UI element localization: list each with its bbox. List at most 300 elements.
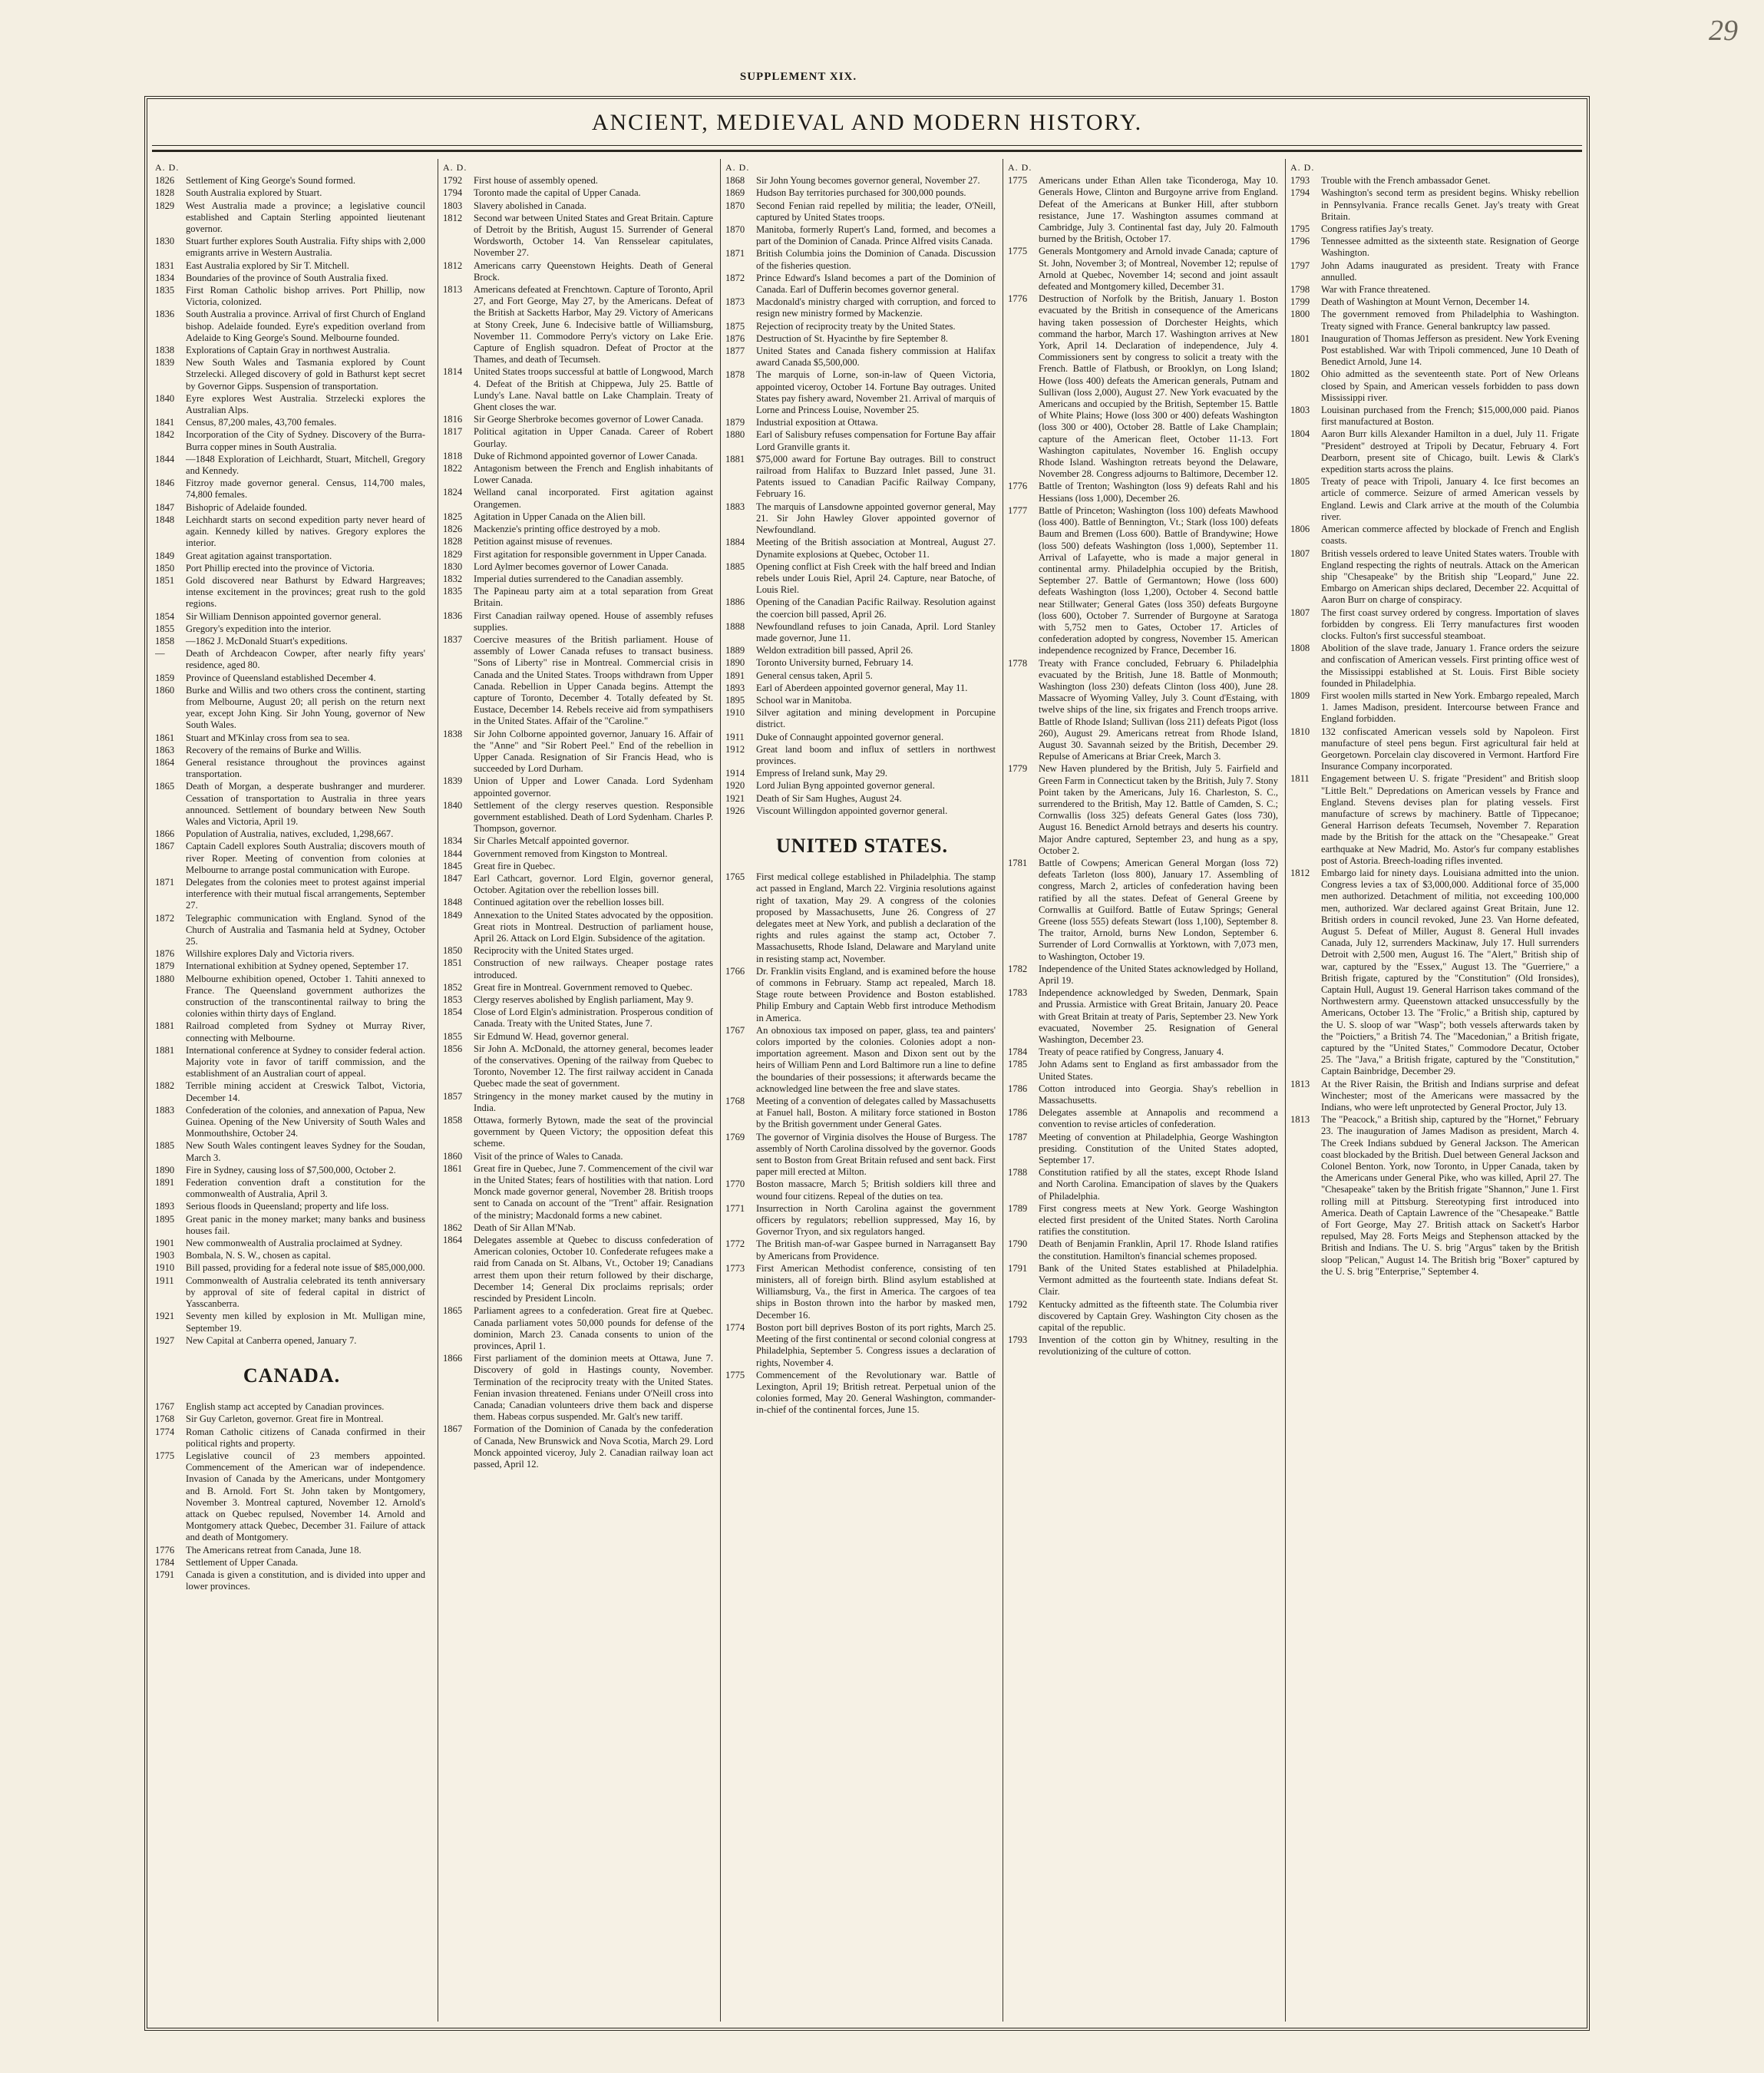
entry-text: Earl of Aberdeen appointed governor general, May 11. (756, 682, 968, 693)
entry-year: 1800 (1290, 309, 1310, 320)
entry-text: First woolen mills started in New York. Embargo repealed, March 1. James Madison, president. Intercourse between France and England forbidden. (1321, 689, 1579, 725)
history-entry (155, 175, 428, 187)
entry-year: 1867 (443, 1423, 463, 1435)
entry-text: Abolition of the slave trade, January 1. France orders the seizure and confiscation of American vessels. First printing office west of the Mississippi established at St. Louis. First Bible society founded in Philadelphia. (1321, 643, 1579, 689)
history-entry (443, 1353, 716, 1423)
entry-text: Death of Sir Sam Hughes, August 24. (756, 792, 902, 804)
history-entry (443, 487, 716, 510)
entry-year: 1891 (725, 670, 745, 681)
entry-text: Toronto University burned, February 14. (756, 657, 913, 669)
entry-year: 1791 (1008, 1262, 1028, 1274)
entry-year: 1885 (725, 560, 745, 572)
history-entry (725, 1203, 999, 1238)
history-entry (155, 285, 428, 308)
history-entry (155, 745, 428, 756)
entry-year: 1855 (443, 1030, 463, 1042)
entry-year: 1792 (1008, 1298, 1028, 1310)
entry-text: The British man-of-war Gaspee burned in Narragansett Bay by Americans from Providence. (756, 1238, 996, 1261)
entry-year: 1912 (725, 743, 745, 755)
entry-text: The government removed from Philadelphia to Washington. Treaty signed with France. General bankruptcy law passed. (1321, 309, 1579, 332)
entry-text: The marquis of Lansdowne appointed governor general, May 21. Sir John Hawley Glover appointed governor of Newfoundland. (756, 501, 996, 536)
history-entry (1290, 607, 1582, 643)
entry-year: 1838 (155, 345, 175, 356)
entry-text: Agitation in Upper Canada on the Alien bill. (474, 511, 646, 522)
entry-text: First Canadian railway opened. House of assembly refuses supplies. (474, 610, 713, 633)
entry-year: 1784 (155, 1556, 175, 1568)
entry-text: Fitzroy made governor general. Census, 114,700 males, 74,800 females. (186, 478, 425, 501)
history-entry (443, 848, 716, 860)
entry-text: Federation convention draft a constitution for the commonwealth of Australia, April 3. (186, 1177, 425, 1200)
entry-year: 1911 (725, 731, 745, 742)
entry-text: Captain Cadell explores South Australia; discovers mouth of river Roper. Meeting of convention from colonies at Melbourne to arrange postal communication with Europe. (186, 841, 425, 875)
entry-text: Eyre explores West Australia. Strzelecki explores the Australian Alps. (186, 392, 425, 416)
history-entry (1008, 246, 1281, 293)
entry-year: 1812 (1290, 867, 1310, 878)
history-entry (1290, 1114, 1582, 1278)
history-entry (1290, 284, 1582, 296)
entry-text: Battle of Princeton; Washington (loss 100) defeats Mawhood (loss 400). Battle of Bennington, Vt.; Stark (loss 100) defeats Baum and Bremen (Loss 600). Battle of Brandywine; Howe (loss 500) defeats Washington (loss 1,000), September 11. Arrival of Lafayette, who is made a major general in continental army. Philadelphia occupied by the British, September 27. Battle of Germantown; Howe (loss 600) defeats Washington (loss 1,200), October 4. Second battle near Stillwater; General Gates (loss 350) defeats Burgoyne (loss 600), October 7. Surrender of Burgoyne at Saratoga with 5,752 men to Gates, October 17. Articles of confederation adopted by congress, November 15. American independence recognized by France, December 16. (1039, 504, 1278, 656)
entry-text: South Australia a province. Arrival of first Church of England bishop. Adelaide founded. Eyre's expedition overland from Adelaide to King George's Sound. Melbourne founded. (186, 309, 425, 343)
history-entry (155, 948, 428, 960)
history-entry (1290, 643, 1582, 689)
entry-year: 1861 (155, 732, 175, 743)
entry-year: 1835 (443, 586, 463, 597)
entry-text: Sir John Colborne appointed governor, January 16. Affair of the "Anne" and "Sir Robert Peel." End of the rebellion in Upper Canada. Resignation of Sir Francis Head, who is succeeded by Lord Durham. (474, 728, 713, 775)
entry-year: 1784 (1008, 1046, 1028, 1058)
entry-year: 1786 (1008, 1107, 1028, 1119)
entry-text: Settlement of the clergy reserves question. Responsible government established. Death of Lord Sydenham. Charles P. Thompson, governor. (474, 799, 713, 835)
history-entry (155, 1045, 428, 1080)
entry-year: 1837 (443, 633, 463, 645)
entry-year: 1856 (443, 1043, 463, 1054)
entry-text: United States and Canada fishery commission at Halifax award Canada $5,500,000. (756, 346, 996, 369)
entry-year: 1805 (1290, 476, 1310, 488)
entry-text: Bill passed, providing for a federal note issue of $85,000,000. (186, 1262, 425, 1274)
history-entry (1008, 1238, 1281, 1261)
history-entry (443, 200, 716, 212)
entry-year: 1844 (443, 848, 463, 859)
history-entry (155, 781, 428, 828)
entry-text: Clergy reserves abolished by English parliament, May 9. (474, 994, 694, 1006)
entry-text: Recovery of the remains of Burke and Willis. (186, 744, 362, 755)
entry-year: 1863 (155, 744, 175, 755)
history-entry (443, 366, 716, 413)
history-entry (1008, 1203, 1281, 1238)
history-entry (155, 1311, 428, 1334)
entry-year: 1824 (443, 487, 463, 498)
history-entry (725, 793, 999, 805)
history-entry (443, 524, 716, 535)
entry-year: 1830 (443, 560, 463, 572)
entry-year: 1795 (1290, 223, 1310, 235)
history-entry (725, 966, 999, 1024)
history-entry (443, 957, 716, 980)
entry-year: 1776 (1008, 293, 1028, 305)
entry-year: 1873 (725, 296, 745, 308)
history-entry (1290, 175, 1582, 187)
entry-year: 1767 (155, 1401, 175, 1413)
history-entry (725, 621, 999, 644)
entry-year: 1910 (155, 1262, 175, 1274)
history-entry (1290, 296, 1582, 308)
entry-year: 1881 (155, 1020, 175, 1032)
entry-year: 1841 (155, 417, 175, 428)
entry-text: British Columbia joins the Dominion of Canada. Discussion of the fisheries question. (756, 248, 996, 271)
history-entry (1008, 1083, 1281, 1106)
entry-text: Sir John A. McDonald, the attorney general, becomes leader of the conservatives. Opening of the railway from Quebec to Toronto, November 12. The first railway accident in Canada Quebec made the seat of government. (474, 1043, 713, 1089)
entry-year: 1834 (155, 272, 175, 283)
column-5 (1285, 159, 1582, 2022)
entry-text: —1862 J. McDonald Stuart's expeditions. (186, 635, 348, 646)
history-entry (1008, 858, 1281, 963)
entry-year: 1851 (443, 957, 463, 969)
entry-year: 1809 (1290, 689, 1310, 701)
entry-text: Great fire in Quebec. (474, 860, 556, 871)
entry-text: Dr. Franklin visits England, and is examined before the house of commons in February. Stamp act repealed, March 18. Stage route between Providence and Boston established. Philip Embury and Captain Webb first introduce Methodism in America. (756, 965, 996, 1023)
entry-year: 1790 (1008, 1238, 1028, 1250)
entry-text: South Australia explored by Stuart. (186, 187, 322, 199)
entry-year: 1840 (443, 799, 463, 811)
entry-year: 1773 (725, 1262, 745, 1274)
entry-text: Visit of the prince of Wales to Canada. (474, 1150, 623, 1162)
entry-text: Port Phillip erected into the province of Victoria. (186, 562, 375, 574)
history-entry (155, 200, 428, 236)
history-entry (443, 1031, 716, 1043)
entry-year: 1860 (155, 684, 175, 696)
entry-year: 1885 (155, 1140, 175, 1152)
entry-text: Meeting of a convention of delegates called by Massachusetts at Fanuel hall, Boston. A military force stationed in Boston by the British government under General Gates. (756, 1096, 996, 1130)
history-entry (725, 175, 999, 187)
entry-year: 1881 (725, 453, 745, 465)
entry-year: 1801 (1290, 332, 1310, 344)
entry-year: 1852 (443, 981, 463, 993)
history-entry (155, 187, 428, 199)
title-rule (152, 150, 1582, 152)
entry-year: 1853 (443, 994, 463, 1006)
history-entry (1290, 773, 1582, 867)
entry-text: Continued agitation over the rebellion losses bill. (474, 897, 664, 908)
entry-text: Gregory's expedition into the interior. (186, 623, 332, 634)
entry-year: 1842 (155, 429, 175, 441)
entry-year: 1768 (155, 1413, 175, 1425)
entry-year: 1781 (1008, 857, 1028, 868)
entry-text: Death of Benjamin Franklin, April 17. Rhode Island ratifies the constitution. Hamilton's financial schemes proposed. (1039, 1238, 1278, 1261)
history-entry (443, 284, 716, 365)
entry-text: Sir Charles Metcalf appointed governor. (474, 835, 629, 847)
history-entry (1008, 1334, 1281, 1357)
entry-year: 1870 (725, 224, 745, 236)
history-entry (1290, 548, 1582, 607)
history-entry (443, 1163, 716, 1222)
history-entry (1290, 1079, 1582, 1114)
entry-year: 1927 (155, 1334, 175, 1346)
history-entry (725, 805, 999, 817)
entry-year: 1850 (155, 562, 175, 574)
history-entry (155, 514, 428, 550)
entry-year: 1793 (1290, 175, 1310, 187)
history-entry (1290, 726, 1582, 773)
history-entry (725, 273, 999, 296)
entry-text: Meeting of the British association at Montreal, August 27. Dynamite explosions at Quebec, October 11. (756, 537, 996, 560)
entry-year: 1836 (155, 309, 175, 320)
page-number: 29 (1709, 15, 1738, 47)
entry-text: Battle of Cowpens; American General Morgan (loss 72) defeats Tarleton (loss 800), January 17. Assembling of congress, March 2, articles of confederation having been ratified by all the states. Defeat of General Greene by Cornwallis at Guilford. Battle of Eutaw Springs; General Greene (loss 555) defeats Stewart (loss 1,100), September 8. The traitor, Arnold, burns New London, September 6. Surrender of Lord Cornwallis at Yorktown, with 7,073 men, to Washington, October 19. (1039, 857, 1278, 962)
history-entry (155, 1140, 428, 1163)
entry-text: General census taken, April 5. (756, 670, 873, 681)
entry-text: Embargo laid for ninety days. Louisiana admitted into the union. Congress levies a tax of $3,000,000. Additional force of 35,000 men authorized. Detachment of militia, not exceeding 100,000 men, authorized. War declared against Great Britain, June 12. British orders in council revoked, June 23. Van Horne defeated, August 5. Defeat of Miller, August 8. General Hull invades Canada, July 12, surrenders Mackinaw, July 17. Hull surrenders Detroit with 2,500 men, August 16. The "Alert," British ship of war, captured by the "Essex," August 13. The "Guerriere," a British frigate, captured by the "Constitution" (Old Ironsides), Captain Hull, August 19. General Harrison takes command of the Northwestern army. Queenstown attacked unsuccessfully by the Americans, October 13. The "Frolic," a British ship, captured by the U. S. sloop of war "Wasp"; both vessels afterwards taken by the "Poictiers," a British 74. The "Macedonian," a British frigate, captured by the "United States," Commodore Decatur, October 25. The "Java," a British frigate, captured by the "Constitution," Captain Bainbridge, December 29. (1321, 867, 1579, 1077)
entry-text: Silver agitation and mining development in Porcupine district. (756, 707, 996, 730)
history-entry (1290, 524, 1582, 547)
history-entry (155, 1238, 428, 1249)
history-entry (1008, 481, 1281, 504)
entry-text: Great panic in the money market; many banks and business houses fail. (186, 1213, 425, 1236)
entry-year: 1804 (1290, 428, 1310, 440)
entry-year: 1791 (155, 1569, 175, 1580)
entry-text: The Papineau party aim at a total separation from Great Britain. (474, 586, 713, 609)
entry-year: 1880 (725, 429, 745, 441)
history-entry (155, 563, 428, 574)
entry-text: Terrible mining accident at Creswick Talbot, Victoria, December 14. (186, 1080, 425, 1103)
history-entry (443, 426, 716, 449)
entry-text: Construction of new railways. Cheaper postage rates introduced. (474, 957, 713, 980)
history-entry (443, 634, 716, 728)
entry-year: 1858 (155, 635, 175, 646)
history-entry (1290, 405, 1582, 428)
history-entry (1290, 223, 1582, 235)
entry-year: 1921 (725, 792, 745, 804)
entry-year: 1844 (155, 453, 175, 465)
entry-text: Census, 87,200 males, 43,700 females. (186, 417, 337, 428)
entry-text: Melbourne exhibition opened, October 1. Tahiti annexed to France. The Queensland government authorizes the construction of the transcontinental railway to bring the colonies within thirty days of England. (186, 973, 425, 1020)
history-entry (443, 260, 716, 283)
history-entry (725, 369, 999, 416)
entry-text: The first coast survey ordered by congress. Importation of slaves forbidden by congress. Eli Terry manufactures first wooden clocks. Fulton's first successful steamboat. (1321, 607, 1579, 641)
entry-year: 1866 (155, 828, 175, 840)
entry-text: Americans carry Queenstown Heights. Death of General Brock. (474, 260, 713, 283)
entry-year: — (155, 648, 165, 660)
entry-year: 1796 (1290, 236, 1310, 247)
entry-text: Serious floods in Queensland; property and life loss. (186, 1201, 389, 1212)
entry-text: The "Peacock," a British ship, captured by the "Hornet," February 23. The inauguration of James Madison as president, March 4. The Creek Indians subdued by General Jackson. The American coast blockaded by the British. Duel between General Jackson and Colonel Benton. York, now Toronto, in Upper Canada, taken by the Americans under General Pike, who was killed, April 27. The "Chesapeake" taken by the British frigate "Shannon," June 1. First rolling mill at Pittsburg. Stereotyping first introduced into America. Death of Captain Lawrence of the "Chesapeake." Battle of Fort George, May 27. British attack on Sackett's Harbor repulsed, May 28. Forts Meigs and Stephenson attacked by the British and Indians. The U. S. brig "Argus" taken by the British sloop "Pelican," August 14. The British brig "Boxer" captured by the U. S. brig "Enterprise," September 4. (1321, 1114, 1579, 1277)
entry-text: Bank of the United States established at Philadelphia. Vermont admitted as the fourteenth state. Indians defeat St. Clair. (1039, 1262, 1278, 1298)
history-entry (155, 502, 428, 514)
entry-text: Telegraphic communication with England. Synod of the Church of Australia and Tasmania held at Sydney, October 25. (186, 912, 425, 947)
history-entry (443, 1423, 716, 1470)
history-entry (443, 414, 716, 425)
entry-text: Lord Julian Byng appointed governor general. (756, 780, 935, 792)
entry-year: 1777 (1008, 504, 1028, 516)
entry-year: 1879 (725, 417, 745, 428)
entry-year: 1798 (1290, 284, 1310, 296)
history-entry (155, 429, 428, 452)
history-entry (1290, 187, 1582, 223)
entry-year: 1825 (443, 511, 463, 522)
history-entry (155, 1165, 428, 1176)
history-entry (443, 835, 716, 847)
entry-text: Ohio admitted as the seventeenth state. Port of New Orleans closed by Spain, and American vessels forbidden to pass down Mississippi river. (1321, 369, 1579, 403)
entry-year: 1779 (1008, 763, 1028, 775)
history-entry (1290, 260, 1582, 283)
entry-text: Lord Aylmer becomes governor of Lower Canada. (474, 560, 669, 572)
entry-year: 1834 (443, 835, 463, 847)
entry-year: 1770 (725, 1179, 745, 1190)
entry-year: 1868 (725, 175, 745, 187)
entry-year: 1860 (443, 1150, 463, 1162)
entry-year: 1870 (725, 200, 745, 211)
entry-text: Invention of the cotton gin by Whitney, resulting in the revolutionizing of the culture of cotton. (1039, 1334, 1278, 1357)
history-entry (155, 357, 428, 392)
history-entry (443, 549, 716, 560)
entry-year: 1794 (1290, 187, 1310, 199)
entry-text: New Capital at Canberra opened, January 7. (186, 1334, 357, 1346)
entry-text: Stuart further explores South Australia. Fifty ships with 2,000 emigrants arrive in Western Australia. (186, 236, 425, 259)
history-entry (1008, 1046, 1281, 1058)
entry-text: Fire in Sydney, causing loss of $7,500,000, October 2. (186, 1164, 396, 1175)
entry-text: Mackenzie's printing office destroyed by a mob. (474, 524, 660, 535)
history-entry (1008, 1059, 1281, 1082)
entry-year: 1807 (1290, 607, 1310, 618)
history-entry (155, 1569, 428, 1592)
entry-text: Treaty of peace ratified by Congress, January 4. (1039, 1046, 1224, 1058)
entry-year: 1832 (443, 573, 463, 584)
entry-text: International exhibition at Sydney opened, September 17. (186, 960, 409, 972)
entry-year: 1878 (725, 369, 745, 381)
entry-year: 1883 (155, 1104, 175, 1116)
entry-year: 1847 (443, 872, 463, 884)
entry-year: 1813 (1290, 1078, 1310, 1089)
entry-text: Death of Archdeacon Cowper, after nearly fifty years' residence, aged 80. (186, 648, 425, 671)
entry-year: 1865 (443, 1305, 463, 1317)
entry-year: 1794 (443, 187, 463, 199)
entry-text: Manitoba, formerly Rupert's Land, formed, and becomes a part of the Dominion of Canada. Prince Alfred visits Canada. (756, 224, 996, 247)
entry-text: Sir William Dennison appointed governor general. (186, 610, 382, 622)
history-entry (155, 1450, 428, 1544)
entry-year: 1867 (155, 841, 175, 852)
history-entry (725, 296, 999, 319)
history-entry (725, 695, 999, 706)
entry-year: 1871 (155, 876, 175, 888)
entry-year: 1812 (443, 260, 463, 271)
history-entry (725, 1322, 999, 1369)
entry-text: Second war between United States and Great Britain. Capture of Detroit by the British, August 15. Surrender of General Wordsworth, October 14. Van Rensselear capitulates, November 27. (474, 212, 713, 259)
history-entry (155, 648, 428, 671)
history-entry (1290, 236, 1582, 259)
entry-text: Settlement of King George's Sound formed. (186, 175, 355, 187)
history-entry (155, 841, 428, 876)
entry-text: Washington's second term as president begins. Whisky rebellion in Pennsylvania. France recalls Genet. Jay's treaty with Great Britain. (1321, 187, 1579, 222)
entry-year: 1865 (155, 781, 175, 792)
entry-year: 1778 (1008, 657, 1028, 669)
history-entry (155, 1545, 428, 1556)
history-entry (1008, 658, 1281, 763)
entry-year: 1835 (155, 285, 175, 296)
entry-text: Louisinan purchased from the French; $15,000,000 paid. Pianos first manufactured at Boston. (1321, 405, 1579, 428)
entry-text: Aaron Burr kills Alexander Hamilton in a duel, July 11. Frigate "President" destroyed at Tripoli by Decatur, February 4. Fort Dearborn, present site of Chicago, built. Lewis & Clark's expedition starts across the plains. (1321, 428, 1579, 475)
history-entry (725, 657, 999, 669)
entry-text: Imperial duties surrendered to the Canadian assembly. (474, 573, 684, 584)
entry-year: 1926 (725, 805, 745, 816)
entry-text: Boston massacre, March 5; British soldiers kill three and wound four citizens. Repeal of the duties on tea. (756, 1179, 996, 1202)
history-entry (443, 775, 716, 798)
entry-year: 1846 (155, 478, 175, 489)
entry-text: Industrial exposition at Ottawa. (756, 417, 878, 428)
entry-text: Legislative council of 23 members appointed. Commencement of the American war of independence. Invasion of Canada by the Americans, under Montgomery and B. Arnold. Fort St. John taken by Montgomery, November 3. Montreal captured, November 12. Arnold's attack on Quebec repulsed, November 14. Arnold and Montgomery attack Quebec, December 31. Failure of attack and death of Montgomery. (186, 1450, 425, 1543)
entry-text: Government removed from Kingston to Montreal. (474, 848, 668, 859)
history-entry (155, 685, 428, 732)
history-frame (144, 96, 1590, 2031)
entry-text: Province of Queensland established December 4. (186, 672, 376, 683)
entry-text: New South Wales and Tasmania explored by Count Strzelecki. Alleged discovery of gold in Bathurst kept secret by Governor Gipps. Suspension of transportation. (186, 357, 425, 392)
entry-year: 1840 (155, 392, 175, 404)
entry-year: 1775 (155, 1450, 175, 1461)
entry-text: Population of Australia, natives, excluded, 1,298,667. (186, 828, 394, 840)
history-entry (725, 200, 999, 223)
entry-text: Explorations of Captain Gray in northwest Australia. (186, 345, 391, 356)
entry-text: $75,000 award for Fortune Bay outrages. Bill to construct railroad from Halifax to Buzzard Inlet passed, June 31. Patents issued to Canadian Pacific Railway Company, February 16. (756, 453, 996, 500)
entry-text: The marquis of Lorne, son-in-law of Queen Victoria, appointed viceroy, October 14. Fortune Bay outrages. United States pay fishery award, November 21. Arrival of marquis of Lorne and Princess Louise, November 25. (756, 369, 996, 416)
entry-year: 1786 (1008, 1083, 1028, 1094)
history-entry (155, 732, 428, 744)
entry-year: 1855 (155, 623, 175, 634)
entry-year: 1895 (155, 1213, 175, 1225)
entry-text: Insurrection in North Carolina against the government officers by regulators; rebellion suppressed, May 16, by Governor Tryon, and six regulators hanged. (756, 1202, 996, 1238)
entry-year: 1890 (725, 657, 745, 669)
entry-text: Engagement between U. S. frigate "President" and British sloop "Little Belt." Depredations on American vessels by France and England. Stevens devises plan for plating vessels. First manufacture of screws by machinery. Battle of Tippecanoe; General Harrison defeats Tecumseh, November 7. Reparation made by the British for the attack on the "Chesapeake." Great earthquake at New Madrid, Mo. Astor's fur company establishes post of Astoria. Breech-loading rifles invented. (1321, 773, 1579, 866)
entry-text: Americans under Ethan Allen take Ticonderoga, May 10. Generals Howe, Clinton and Burgoyne arrive from England. Defeat of the Americans at Bunker Hill, after stubborn resistance, June 17. Washington assumes command at Cambridge, July 3. Continental fast day, July 20. Falmouth burned by the British, October 17. (1039, 175, 1278, 245)
entry-year: 1774 (155, 1426, 175, 1437)
entry-year: 1811 (1290, 773, 1310, 785)
entry-year: 1890 (155, 1164, 175, 1175)
entry-text: Delegates from the colonies meet to protest against imperial interference with their mutual fiscal arrangements, September 27. (186, 876, 425, 911)
entry-text: New Haven plundered by the British, July 5. Fairfield and Green Farm in Connecticut taken by the British, July 7. Stony Point taken by the Americans, July 16. Charleston, S. C., surrendered to the British, May 12. Battle of Camden, S. C.; Cornwallis (loss 325) defeats General Gates (loss 730), August 16. Benedict Arnold betrays and deserts his country. Major Andre captured, September 23, and hung as a spy, October 2. (1039, 763, 1279, 856)
entry-text: Newfoundland refuses to join Canada, April. Lord Stanley made governor, June 11. (756, 620, 996, 643)
entry-text: Coercive measures of the British parliament. House of assembly of Lower Canada refuses to transact business. "Sons of Liberty" rise in Montreal. Commercial crisis in Canada and the United States. Troops withdrawn from Upper Canada. Rebellion in Upper Canada begins. Attempt the capture of Toronto, December 4. Totally defeated by St. Eustace, December 14. Rebels receive aid from sympathisers in the United States. Affair of the "Caroline." (474, 633, 713, 727)
history-entry (725, 501, 999, 537)
history-entry (443, 511, 716, 523)
column-3 (720, 159, 999, 2022)
history-entry (155, 1557, 428, 1569)
entry-text: Commencement of the Revolutionary war. Battle of Lexington, April 19; British retreat. Perpetual union of the colonies formed, May 20. General Washington, commander-in-chief of the continental forces, June 15. (756, 1369, 996, 1416)
entry-text: Americans defeated at Frenchtown. Capture of Toronto, April 27, and Fort George, May 27, by the Americans. Defeat of the British at Sacketts Harbor, May 29. Victory of Americans at Stony Creek, June 6. Indecisive battle of Williamsburg, November 11. Commodore Perry's victory on Lake Erie. Capture of English squadron. Defeat of Proctor at the Thames, and death of Tecumseh. (474, 284, 713, 365)
entry-text: Duke of Richmond appointed governor of Lower Canada. (474, 450, 698, 461)
ad-label: A. D. (155, 162, 180, 173)
entry-text: First congress meets at New York. George Washington elected first president of the United States. North Carolina ratifies the constitution. (1039, 1202, 1278, 1238)
entry-text: Political agitation in Upper Canada. Career of Robert Gourlay. (474, 426, 713, 449)
entry-year: 1848 (155, 514, 175, 525)
entry-text: School war in Manitoba. (756, 694, 852, 706)
entry-text: Gold discovered near Bathurst by Edward Hargreaves; intense excitement in the provinces; great rush to the gold regions. (186, 574, 425, 610)
entry-text: Weldon extradition bill passed, April 26. (756, 645, 913, 656)
entry-year: 1854 (443, 1007, 463, 1018)
history-entry (1008, 1167, 1281, 1202)
entry-year: 1775 (725, 1369, 745, 1380)
entry-year: 1787 (1008, 1131, 1028, 1142)
entry-year: 1828 (443, 536, 463, 547)
entry-text: First Roman Catholic bishop arrives. Port Phillip, now Victoria, colonized. (186, 285, 425, 308)
entry-year: 1813 (443, 284, 463, 296)
entry-year: 1914 (725, 768, 745, 779)
entry-text: Death of Washington at Mount Vernon, December 14. (1321, 296, 1530, 308)
entry-text: Confederation of the colonies, and annexation of Papua, New Guinea. Opening of the New University of South Wales and Monmouthshire, October 24. (186, 1104, 425, 1139)
history-entry (443, 910, 716, 945)
entry-text: Boston port bill deprives Boston of its port rights, March 25. Meeting of the first continental or second colonial congress at Philadelphia, September 5. Congress issues a declaration of rights, November 4. (756, 1321, 996, 1368)
history-entry (443, 800, 716, 835)
entry-year: 1871 (725, 248, 745, 260)
entry-text: The governor of Virginia disolves the House of Burgess. The assembly of North Carolina dissolved by the governor. Goods sent to Boston from Great Britain refused and sent back. First paper mill erected at Milton. (756, 1131, 996, 1178)
entry-text: Inauguration of Thomas Jefferson as president. New York Evening Post established. War with Tripoli commenced, June 10 Death of Benedict Arnold, June 14. (1321, 332, 1580, 368)
history-entry (725, 683, 999, 694)
history-entry (725, 537, 999, 560)
